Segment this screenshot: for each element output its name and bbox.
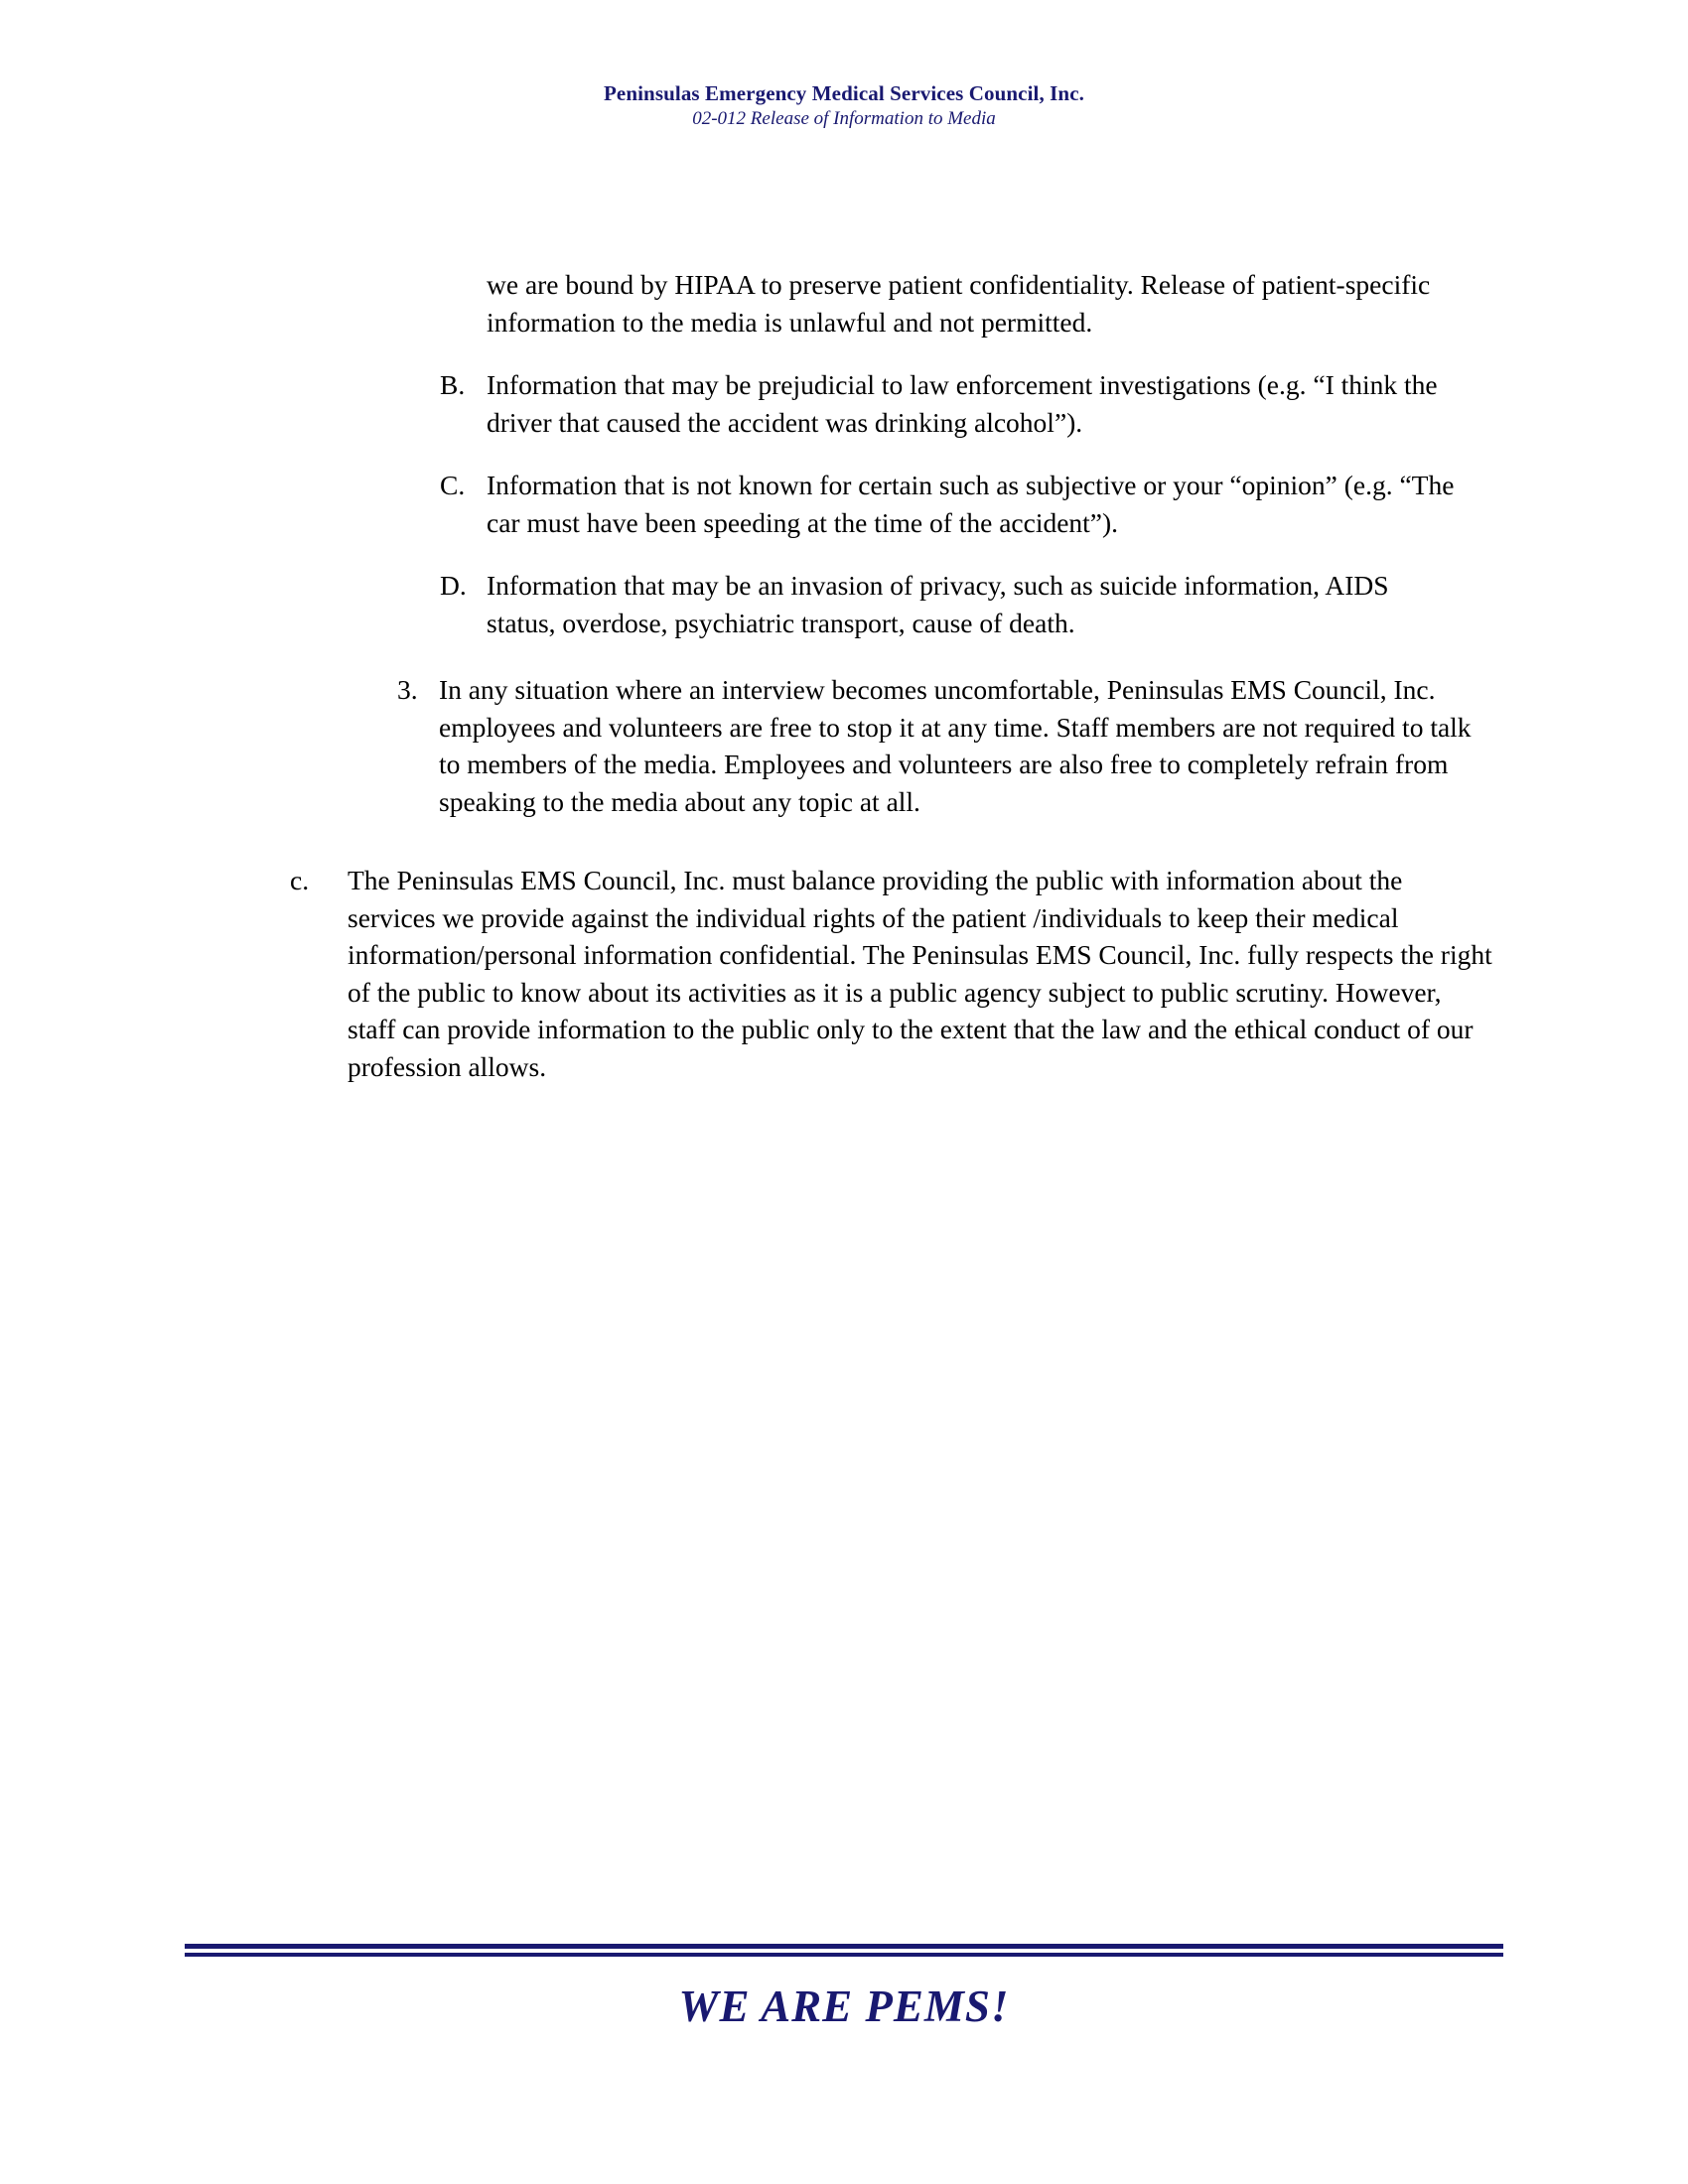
list-item-c-upper-text: Information that is not known for certain such as subjective or your “opinion” (e.g. “The car must have been speeding at the time of the accident”). (487, 470, 1455, 538)
list-item-c-upper (440, 467, 1460, 541)
continued-paragraph (487, 266, 1440, 341)
list-item-3-text: In any situation where an interview becomes uncomfortable, Peninsulas EMS Council, Inc. employees and volunteers are free to stop it at any time. Staff members are not required to talk to members of the media. Employees and volunteers are also free to completely refrain from speaking to the media about any topic at all. (439, 674, 1472, 817)
document-footer (0, 1926, 1688, 2184)
organization-name: Peninsulas Emergency Medical Services Council, Inc. (604, 81, 1084, 105)
list-item-b (440, 366, 1460, 441)
list-marker-d: D. (440, 570, 467, 601)
footer-rule-thin (185, 1953, 1503, 1957)
list-item-c-lower (290, 862, 1494, 1085)
list-item-c-lower-text: The Peninsulas EMS Council, Inc. must balance providing the public with information about the services we provide against the individual rights of the patient /individuals to keep their medical information/personal information confidential. The Peninsulas EMS Council, Inc. fully respects the right of the public to know about its activities as it is a public agency subject to public scrutiny. However, staff can provide information to the public only to the extent that the law and the ethical conduct of our profession allows. (348, 865, 1492, 1082)
document-subtitle: 02-012 Release of Information to Media (692, 108, 996, 130)
list-item-d-text: Information that may be an invasion of privacy, such as suicide information, AIDS status, overdose, psychiatric transport, cause of death. (487, 570, 1389, 638)
continued-paragraph-text: we are bound by HIPAA to preserve patient confidentiality. Release of patient-specific information to the media is unlawful and not permitted. (487, 269, 1431, 338)
list-item-b-text: Information that may be prejudicial to law enforcement investigations (e.g. “I think the driver that caused the accident was drinking alcohol”). (487, 369, 1438, 438)
footer-slogan: WE ARE PEMS! (678, 1981, 1010, 2031)
list-item-d (440, 567, 1460, 641)
list-marker-c-lower: c. (290, 865, 310, 895)
list-marker-c-upper: C. (440, 470, 466, 500)
list-marker-b: B. (440, 369, 466, 400)
footer-divider (185, 1944, 1503, 1957)
document-header (0, 81, 1688, 131)
list-marker-3: 3. (397, 674, 418, 705)
list-item-3 (397, 671, 1475, 820)
document-body (0, 266, 1688, 1111)
